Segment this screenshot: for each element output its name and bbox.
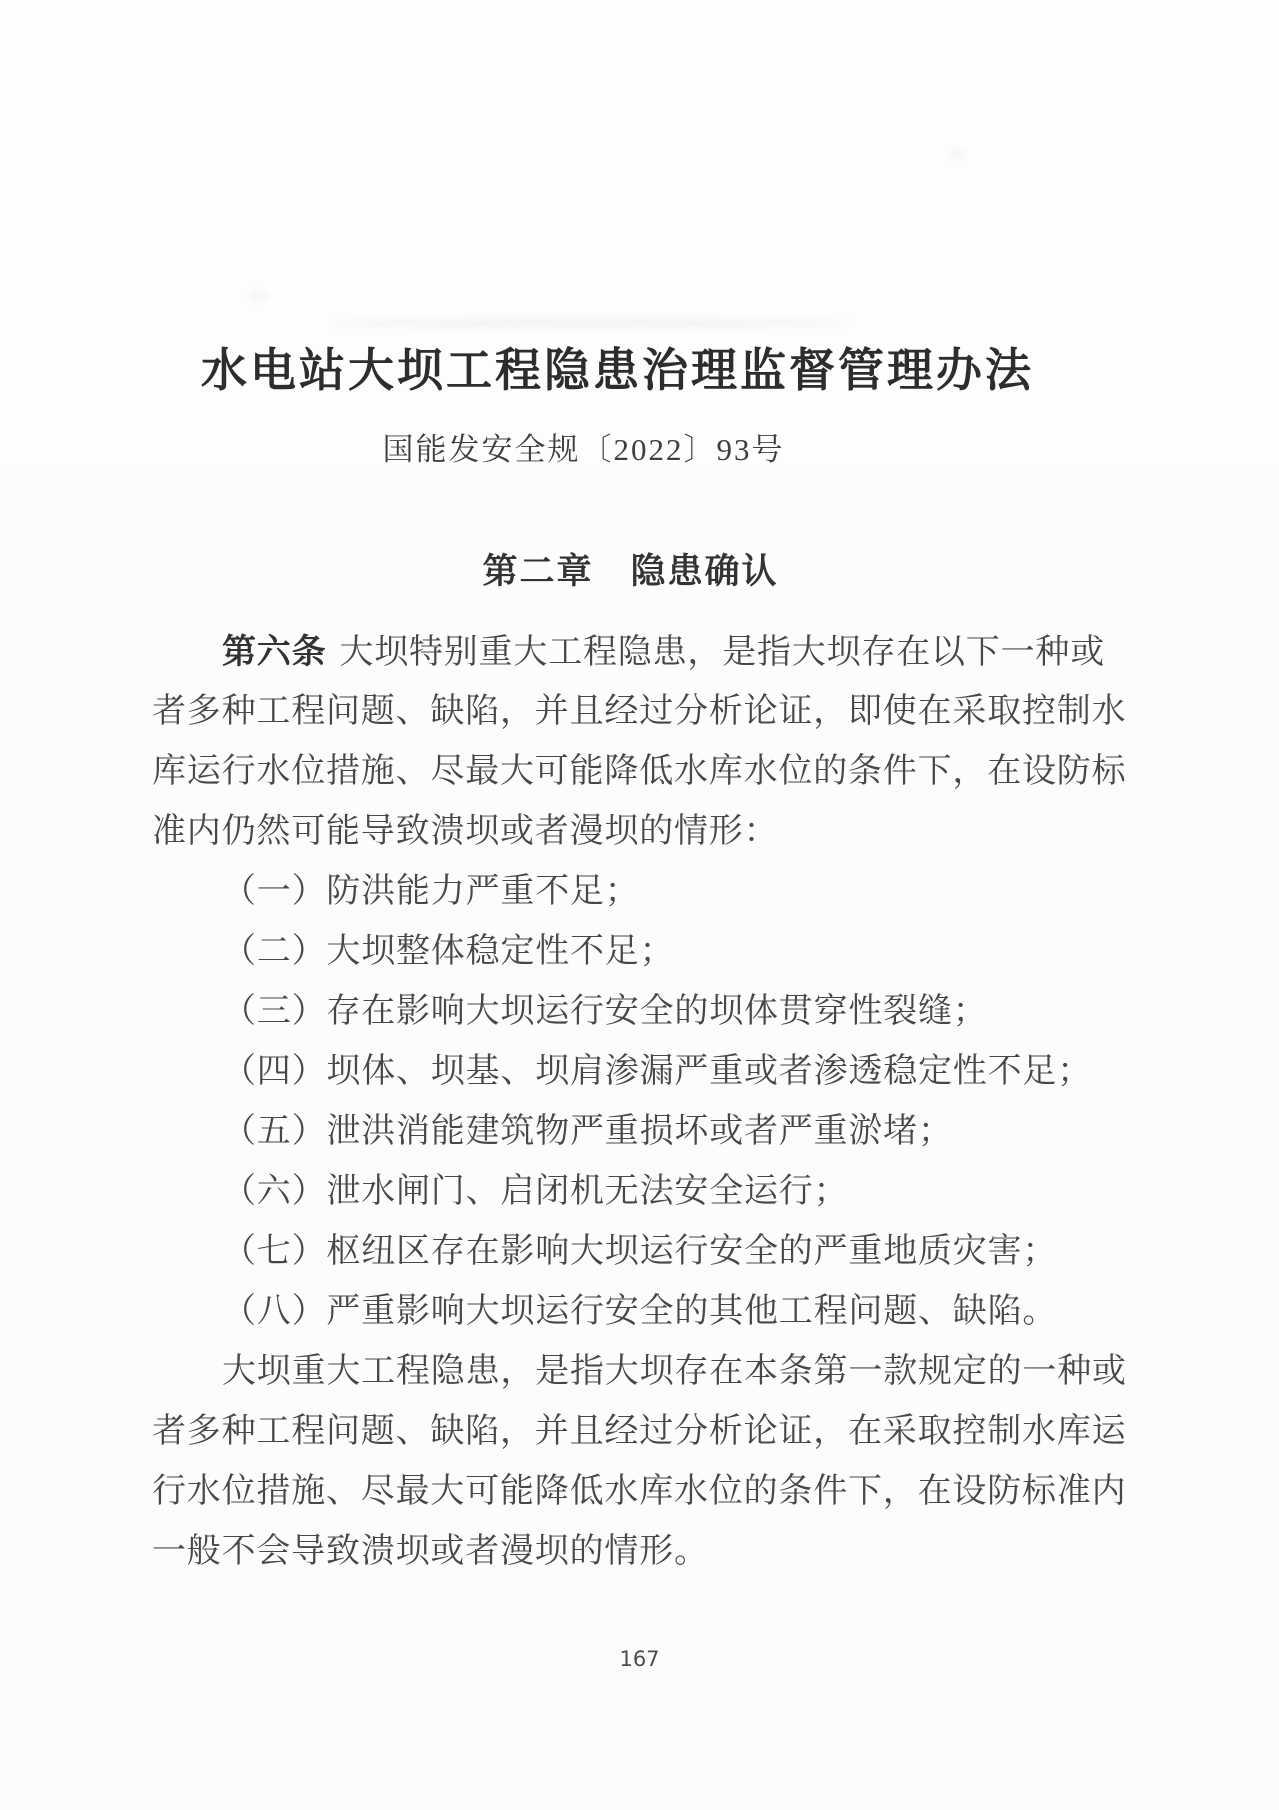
list-item [152, 1102, 1152, 1162]
list-item [152, 982, 1152, 1042]
paragraph-line: 者多种工程问题、缺陷，并且经过分析论证，即使在采取控制水 [152, 693, 1127, 730]
document-number: 国能发安全规〔2022〕93号 [382, 432, 785, 467]
paragraph-text: 大坝特别重大工程隐患，是指大坝存在以下一种或 [339, 634, 1106, 671]
list-item [152, 1162, 1152, 1222]
list-item-text: （二）大坝整体稳定性不足； [222, 933, 675, 970]
page-number: 167 [619, 1647, 660, 1671]
list-item [152, 1042, 1152, 1102]
scan-smudge [950, 150, 964, 158]
paragraph-line: 一般不会导致溃坝或者漫坝的情形。 [152, 1533, 709, 1570]
list-item-text: （七）枢纽区存在影响大坝运行安全的严重地质灾害； [222, 1233, 1058, 1270]
paragraph-line: 者多种工程问题、缺陷，并且经过分析论证，在采取控制水库运 [152, 1413, 1127, 1450]
list-item [152, 922, 1152, 982]
list-item-text: （八）严重影响大坝运行安全的其他工程问题、缺陷。 [222, 1293, 1058, 1330]
article-body [152, 622, 1152, 1582]
paragraph-line: 库运行水位措施、尽最大可能降低水库水位的条件下，在设防标 [152, 753, 1127, 790]
scan-smudge [330, 318, 850, 328]
paragraph-line [152, 622, 1152, 682]
list-item-text: （一）防洪能力严重不足； [222, 873, 640, 910]
chapter-heading: 第二章 隐患确认 [482, 552, 779, 591]
document-title: 水电站大坝工程隐患治理监督管理办法 [201, 344, 1034, 396]
paragraph-text: 大坝重大工程隐患，是指大坝存在本条第一款规定的一种或 [222, 1353, 1127, 1390]
list-item-text: （四）坝体、坝基、坝肩渗漏严重或者渗透稳定性不足； [222, 1053, 1092, 1090]
list-item [152, 862, 1152, 922]
list-item-text: （六）泄水闸门、启闭机无法安全运行； [222, 1173, 849, 1210]
paragraph-line: 准内仍然可能导致溃坝或者漫坝的情形： [152, 813, 779, 850]
list-item [152, 1282, 1152, 1342]
article-label: 第六条 [222, 633, 327, 671]
scan-smudge [250, 292, 268, 300]
list-item-text: （三）存在影响大坝运行安全的坝体贯穿性裂缝； [222, 993, 988, 1030]
paragraph-line: 行水位措施、尽最大可能降低水库水位的条件下，在设防标准内 [152, 1473, 1127, 1510]
paragraph-line [152, 1342, 1152, 1402]
list-item [152, 1222, 1152, 1282]
list-item-text: （五）泄洪消能建筑物严重损坏或者严重淤堵； [222, 1113, 953, 1150]
